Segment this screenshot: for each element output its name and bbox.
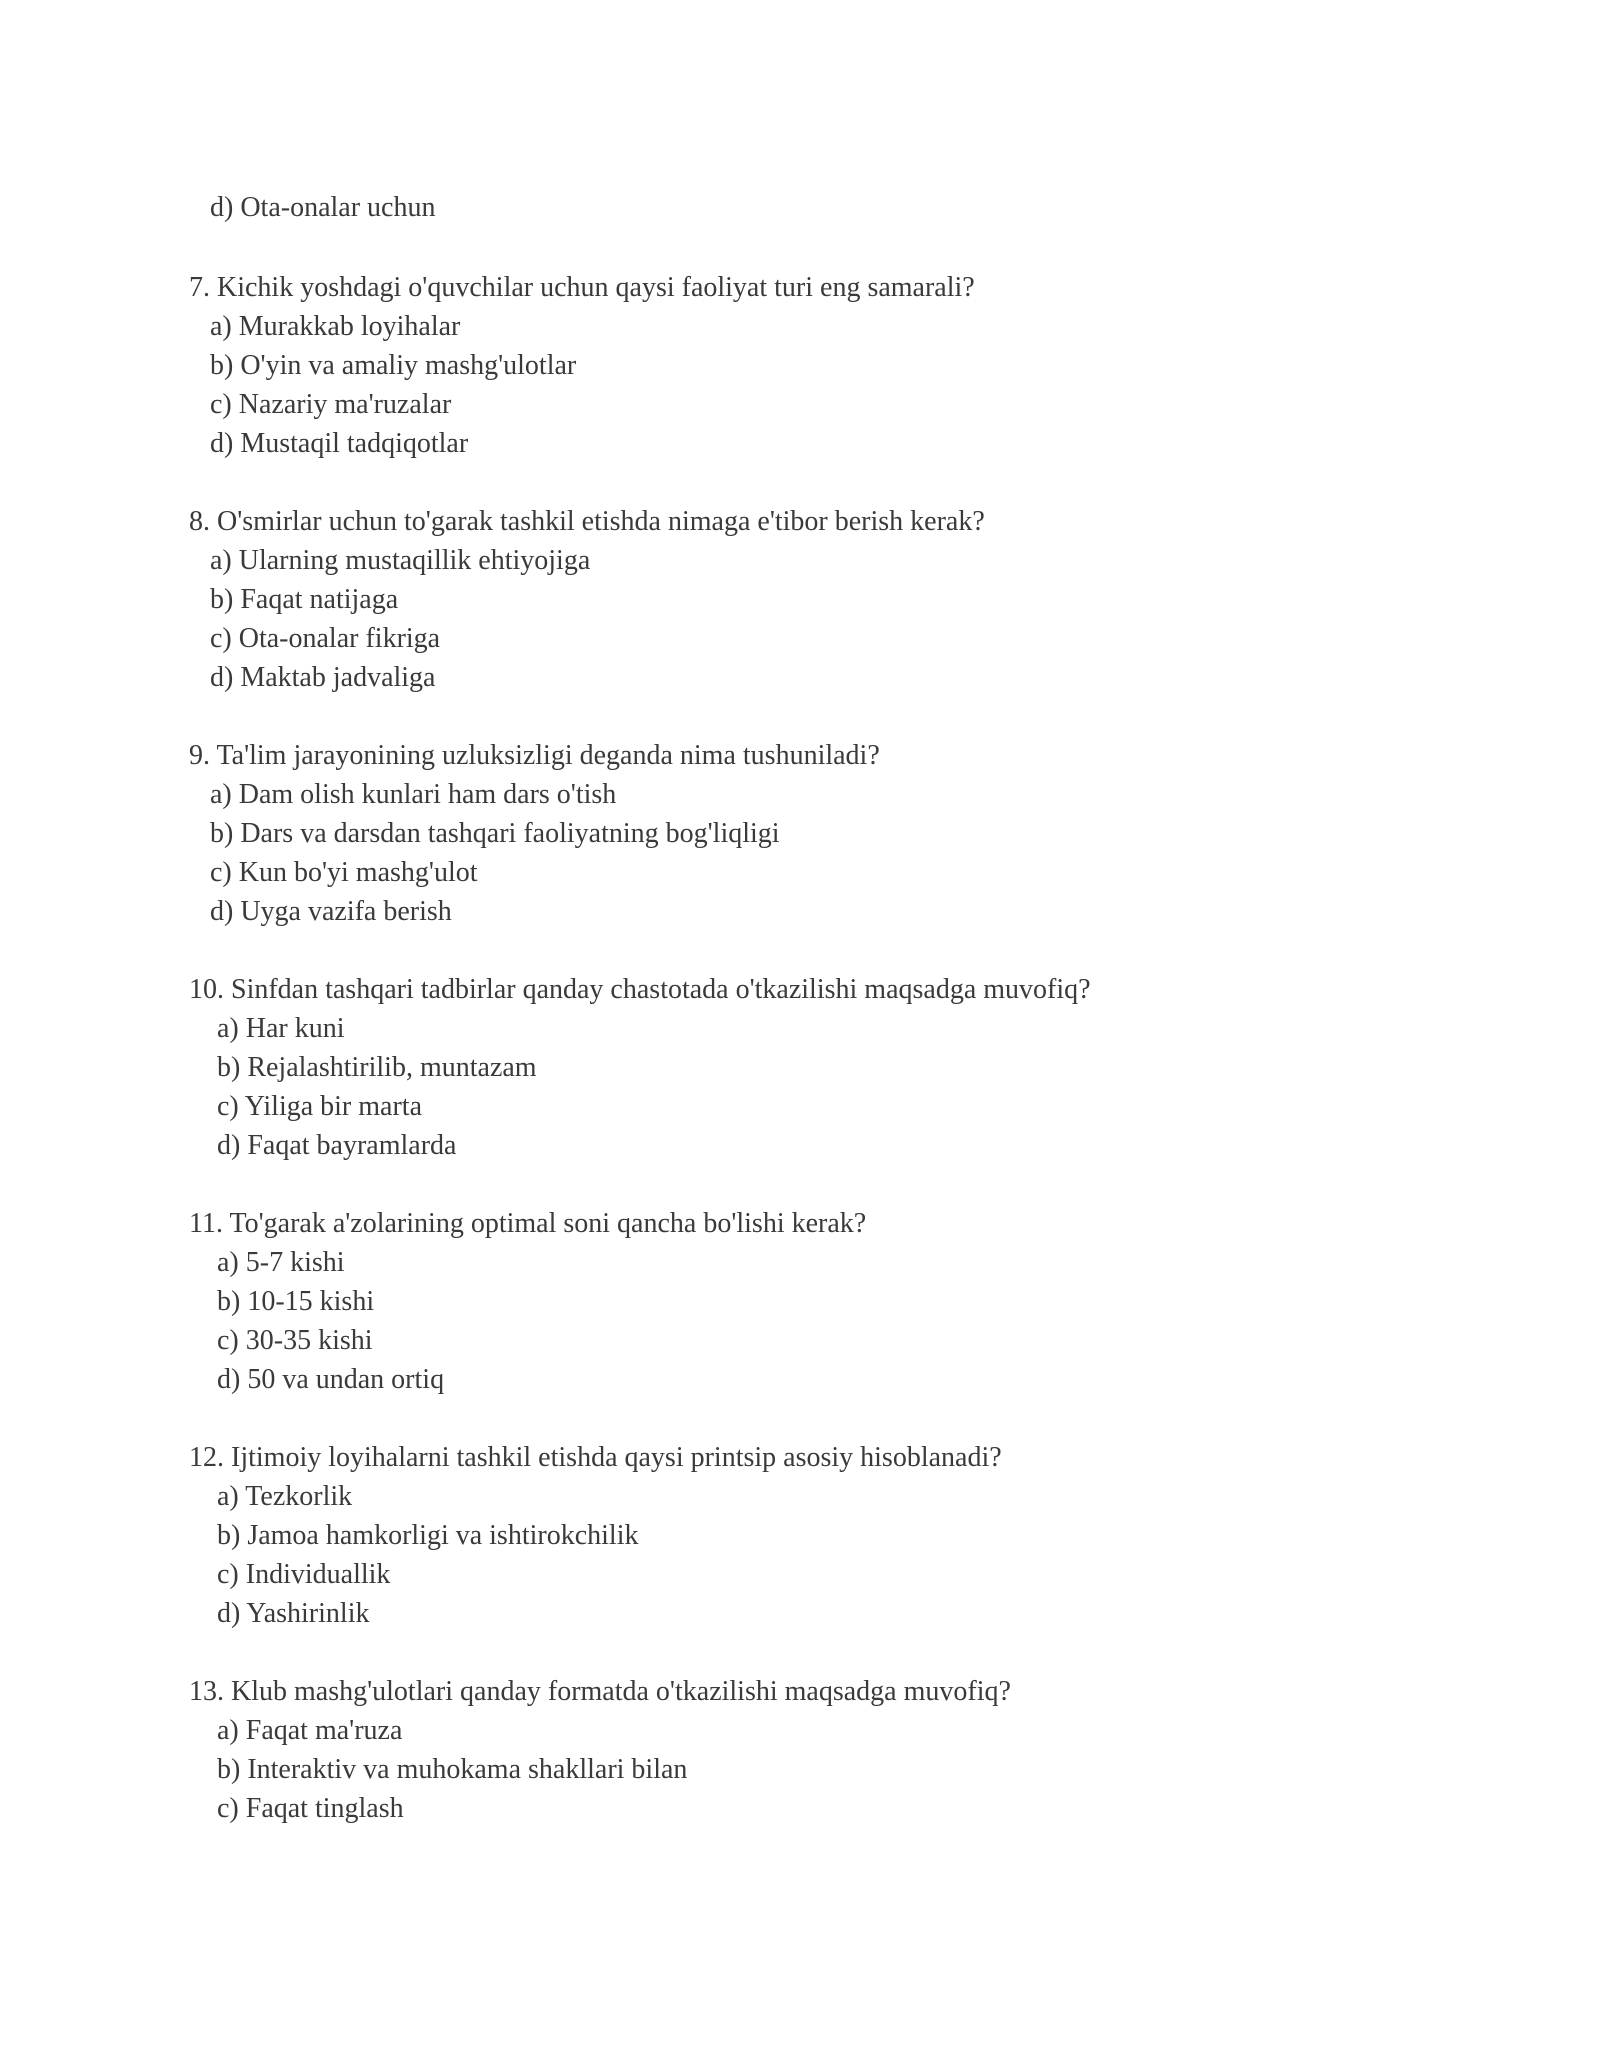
q12-option-c: c) Individuallik <box>217 1559 391 1590</box>
q12-option-d: d) Yashirinlik <box>217 1598 370 1629</box>
q9-option-a: a) Dam olish kunlari ham dars o'tish <box>210 779 617 810</box>
question-9: 9. Ta'lim jarayonining uzluksizligi deganda nima tushuniladi? <box>189 740 880 771</box>
q11-option-a: a) 5-7 kishi <box>217 1247 345 1278</box>
q7-option-c: c) Nazariy ma'ruzalar <box>210 389 452 420</box>
question-8: 8. O'smirlar uchun to'garak tashkil etishda nimaga e'tibor berish kerak? <box>189 506 985 537</box>
q8-option-c: c) Ota-onalar fikriga <box>210 623 441 654</box>
q7-option-a: a) Murakkab loyihalar <box>210 311 461 342</box>
q10-option-c: c) Yiliga bir marta <box>217 1091 422 1122</box>
question-12: 12. Ijtimoiy loyihalarni tashkil etishda qaysi printsip asosiy hisoblanadi? <box>189 1442 1002 1473</box>
q11-option-c: c) 30-35 kishi <box>217 1325 373 1356</box>
q9-option-c: c) Kun bo'yi mashg'ulot <box>210 857 478 888</box>
q12-option-a: a) Tezkorlik <box>217 1481 353 1512</box>
q7-option-b: b) O'yin va amaliy mashg'ulotlar <box>210 350 577 381</box>
question-7: 7. Kichik yoshdagi o'quvchilar uchun qaysi faoliyat turi eng samarali? <box>189 272 975 303</box>
question-10: 10. Sinfdan tashqari tadbirlar qanday chastotada o'tkazilishi maqsadga muvofiq? <box>189 974 1091 1005</box>
q10-option-a: a) Har kuni <box>217 1013 345 1044</box>
q11-option-b: b) 10-15 kishi <box>217 1286 375 1317</box>
q10-option-d: d) Faqat bayramlarda <box>217 1130 457 1161</box>
q8-option-a: a) Ularning mustaqillik ehtiyojiga <box>210 545 591 576</box>
question-11: 11. To'garak a'zolarining optimal soni qancha bo'lishi kerak? <box>189 1208 867 1239</box>
q8-option-d: d) Maktab jadvaliga <box>210 662 436 693</box>
q13-option-b: b) Interaktiv va muhokama shakllari bilan <box>217 1754 688 1785</box>
q10-option-b: b) Rejalashtirilib, muntazam <box>217 1052 537 1083</box>
q8-option-b: b) Faqat natijaga <box>210 584 399 615</box>
question-13: 13. Klub mashg'ulotlari qanday formatda o'tkazilishi maqsadga muvofiq? <box>189 1676 1011 1707</box>
q13-option-a: a) Faqat ma'ruza <box>217 1715 403 1746</box>
lead-option: d) Ota-onalar uchun <box>210 192 436 223</box>
q12-option-b: b) Jamoa hamkorligi va ishtirokchilik <box>217 1520 639 1551</box>
q11-option-d: d) 50 va undan ortiq <box>217 1364 445 1395</box>
q13-option-c: c) Faqat tinglash <box>217 1793 404 1824</box>
q7-option-d: d) Mustaqil tadqiqotlar <box>210 428 469 459</box>
q9-option-d: d) Uyga vazifa berish <box>210 896 452 927</box>
q9-option-b: b) Dars va darsdan tashqari faoliyatning bog'liqligi <box>210 818 780 849</box>
